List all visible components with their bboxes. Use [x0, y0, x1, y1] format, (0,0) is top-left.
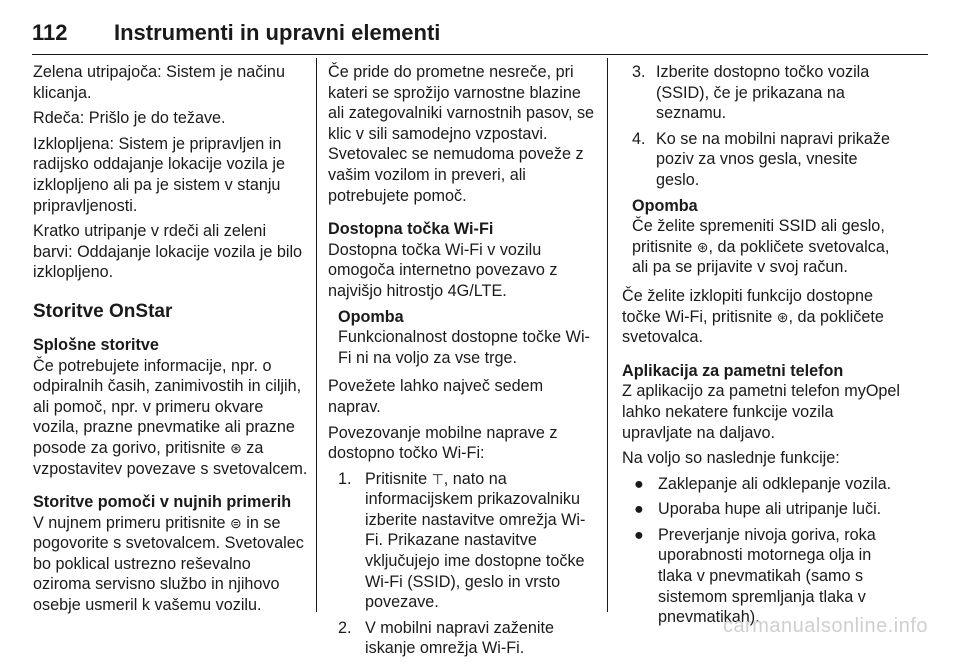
onstar-button-icon: ⊛: [230, 439, 242, 456]
subheading: Splošne storitve: [33, 335, 159, 354]
features-list: [622, 474, 902, 628]
text: , nato na informacijskem prikazovalniku izberite nastavitve omrežja Wi-Fi. Prikazane nastavitve vključujejo ime dostopne točke Wi-Fi (SSID), geslo in vrsto povezave.: [365, 469, 586, 612]
onstar-button-icon: ⊛: [776, 308, 789, 325]
list-item: [338, 469, 600, 613]
text: Izberite dostopno točko vozila (SSID), če je prikazana na seznamu.: [656, 63, 870, 123]
text: in se pogovorite s svetovalcem. Svetovalec bo poklical ustrezno reševalno oziroma servisno službo in njihovo osebje usmeril k vašemu vozilu.: [33, 513, 304, 615]
watermark: carmanualsonline.info: [722, 615, 928, 637]
paragraph: Rdeča: Prišlo je do težave.: [33, 109, 226, 128]
subheading: Storitve pomoči v nujnih primerih: [33, 493, 292, 512]
paragraph: Kratko utripanje v rdeči ali zeleni barvi: Oddajanje lokacije vozila je bilo izklopljeno.: [33, 222, 303, 282]
subheading: Dostopna točka Wi-Fi: [328, 220, 494, 239]
text: Če želite izklopiti funkcijo dostopne točke Wi-Fi, pritisnite: [622, 286, 874, 326]
note-title: Opomba: [338, 307, 404, 326]
page-number: 112: [32, 20, 68, 45]
note-text: [632, 216, 902, 278]
text: V nujnem primeru pritisnite: [33, 513, 226, 532]
bullet-icon: ●: [634, 500, 644, 519]
note: [622, 196, 902, 278]
paragraph: [33, 356, 308, 480]
sos-button-icon: ⊜: [230, 514, 242, 531]
list-item: [632, 62, 902, 124]
text: za vzpostavitev povezave s svetovalcem.: [33, 438, 308, 478]
step-number: 1.: [338, 469, 352, 488]
note-title: Opomba: [632, 196, 698, 215]
note-text: Funkcionalnost dostopne točke Wi-Fi ni na voljo za vse trge.: [338, 328, 590, 367]
column-divider: [316, 58, 317, 612]
paragraph: Zelena utripajoča: Sistem je načinu klicanja.: [33, 63, 285, 102]
paragraph: [33, 513, 308, 616]
column-divider: [607, 58, 608, 612]
text: , da pokličete svetovalca.: [622, 307, 884, 347]
paragraph: Dostopna točka Wi-Fi v vozilu omogoča internetno povezavo z najvišjo hitrostjo 4G/LTE.: [328, 240, 558, 300]
paragraph: Izklopljena: Sistem je pripravljen in radijsko oddajanje lokacije vozila je izklopljeno ali pa je sistem v stanju pripravljenosti.: [33, 134, 285, 215]
text: Če želite spremeniti SSID ali geslo, pritisnite: [632, 217, 885, 256]
column-3: [622, 62, 902, 633]
list-item: [338, 618, 600, 659]
bullet-icon: ●: [634, 525, 644, 544]
paragraph: Povežete lahko največ sedem naprav.: [328, 377, 544, 416]
chapter-title: Instrumenti in upravni elementi: [114, 20, 441, 45]
step-number: 4.: [632, 129, 646, 148]
page-header: [32, 20, 928, 55]
subheading: Aplikacija za pametni telefon: [622, 361, 844, 380]
text: Zaklepanje ali odklepanje vozila.: [658, 474, 892, 493]
paragraph: Na voljo so naslednje funkcije:: [622, 449, 840, 468]
list-item: [632, 129, 902, 191]
note: [328, 307, 600, 369]
text: Ko se na mobilni napravi prikaže poziv za vnos gesla, vnesite geslo.: [656, 129, 890, 189]
list-item: [632, 474, 902, 495]
wifi-button-icon: ⊤: [431, 470, 444, 487]
bullet-icon: ●: [634, 474, 644, 493]
paragraph: Če pride do prometne nesreče, pri kateri se sprožijo varnostne blazine ali zategovalniki varnostnih pasov, se klic v sili samodejno vzpostavi. Svetovalec se nemudoma poveže z vašim vozilom in preveri, ali potrebujete pomoč.: [328, 63, 595, 205]
text: , da pokličete svetovalca, ali pa se prijavite v svoj račun.: [632, 237, 890, 277]
list-item: [632, 499, 902, 520]
paragraph: [622, 286, 902, 348]
steps-list: [328, 469, 600, 659]
onstar-button-icon: ⊛: [696, 238, 709, 255]
column-2: [328, 62, 600, 664]
text: Če potrebujete informacije, npr. o odpiralnih časih, zanimivostih in ciljih, ali pomoč, npr. v primeru okvare vozila, prazne pnevmatike ali prazne posode za gorivo, pritisnite: [33, 356, 302, 457]
text: V mobilni napravi zaženite iskanje omrežja Wi-Fi.: [365, 618, 554, 658]
step-number: 3.: [632, 63, 646, 81]
steps-list: [622, 62, 902, 191]
text: Pritisnite: [365, 469, 428, 488]
list-item: [632, 525, 902, 628]
column-1: [33, 62, 308, 621]
step-number: 2.: [338, 618, 352, 637]
text: Preverjanje nivoja goriva, roka uporabnosti motornega olja in tlaka v pnevmatikah (samo s sistemom spremljanja tlaka v pnevmatikah).: [658, 525, 876, 627]
paragraph: Povezovanje mobilne naprave z dostopno točko Wi-Fi:: [328, 423, 558, 463]
text: Uporaba hupe ali utripanje luči.: [658, 500, 882, 519]
paragraph: Z aplikacijo za pametni telefon myOpel lahko nekatere funkcije vozila upravljate na daljavo.: [622, 382, 901, 442]
section-title: Storitve OnStar: [33, 300, 173, 322]
